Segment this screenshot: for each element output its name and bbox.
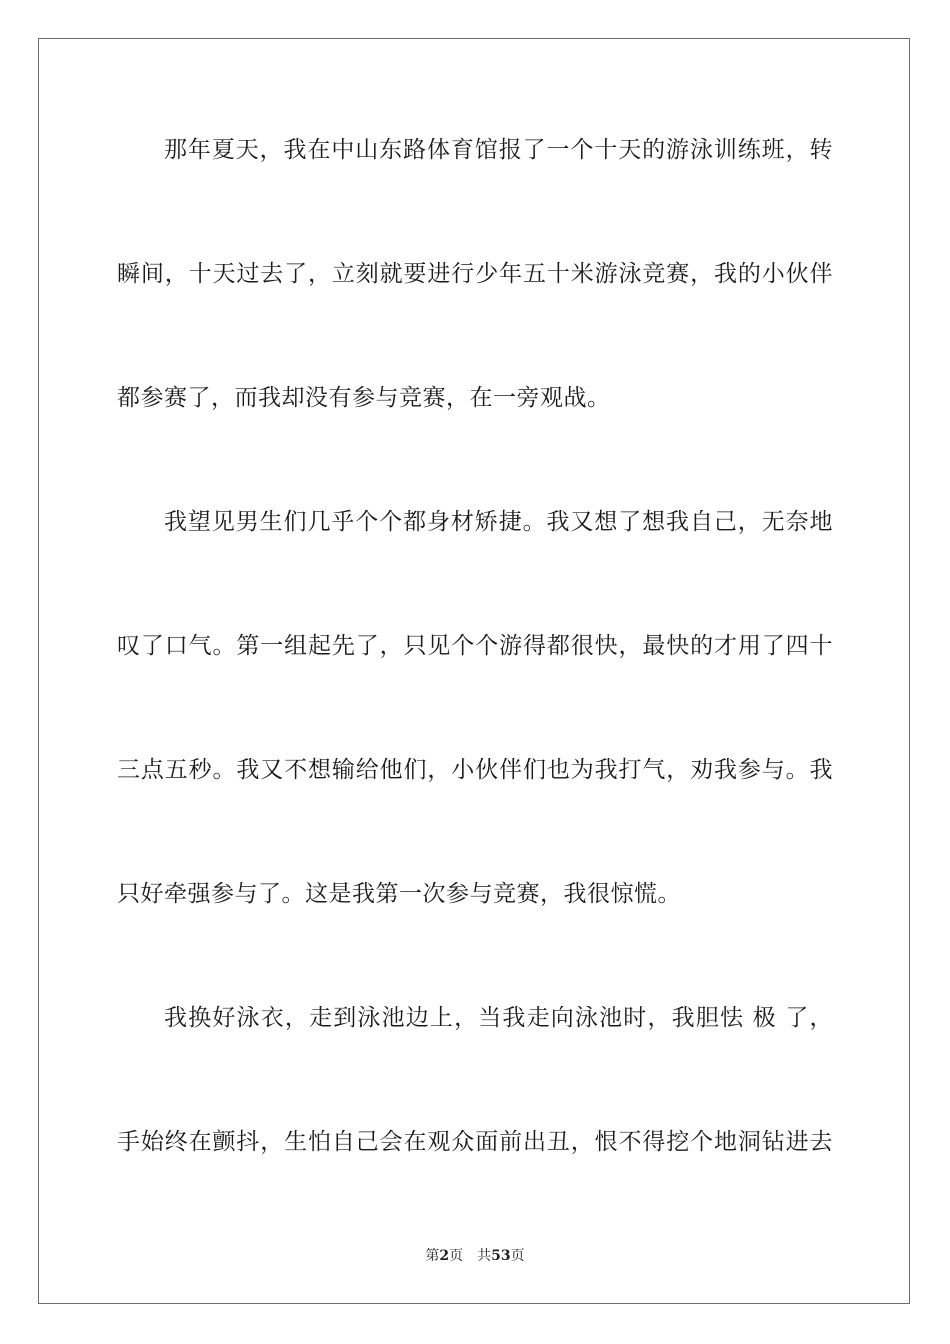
total-prefix: 共 — [477, 1248, 492, 1264]
text-line: 我望见男生们几乎个个都身材矫捷。我又想了想我自己，无奈地 — [164, 509, 833, 535]
page-number: 2 — [439, 1248, 450, 1264]
text-line: 那年夏天，我在中山东路体育馆报了一个十天的游泳训练班，转 — [164, 137, 833, 163]
page-footer — [0, 1246, 950, 1266]
total-suffix: 页 — [510, 1248, 525, 1264]
text-line: 都参赛了，而我却没有参与竞赛，在一旁观战。 — [117, 385, 611, 411]
text-line: 三点五秒。我又不想输给他们，小伙伴们也为我打气，劝我参与。我 — [117, 757, 833, 783]
page-border — [38, 38, 910, 1304]
text-line: 我换好泳衣，走到泳池边上，当我走向泳池时，我胆怯 极 了， — [164, 1005, 833, 1031]
page-suffix: 页 — [449, 1248, 464, 1264]
total-pages: 53 — [491, 1248, 511, 1264]
text-line: 手始终在颤抖，生怕自己会在观众面前出丑，恨不得挖个地洞钻进去 — [117, 1129, 833, 1155]
text-line: 叹了口气。第一组起先了，只见个个游得都很快，最快的才用了四十 — [117, 633, 833, 659]
page-prefix: 第 — [425, 1248, 440, 1264]
text-line: 瞬间，十天过去了，立刻就要进行少年五十米游泳竞赛，我的小伙伴 — [117, 261, 833, 287]
text-line: 只好牵强参与了。这是我第一次参与竞赛，我很惊慌。 — [117, 881, 681, 907]
